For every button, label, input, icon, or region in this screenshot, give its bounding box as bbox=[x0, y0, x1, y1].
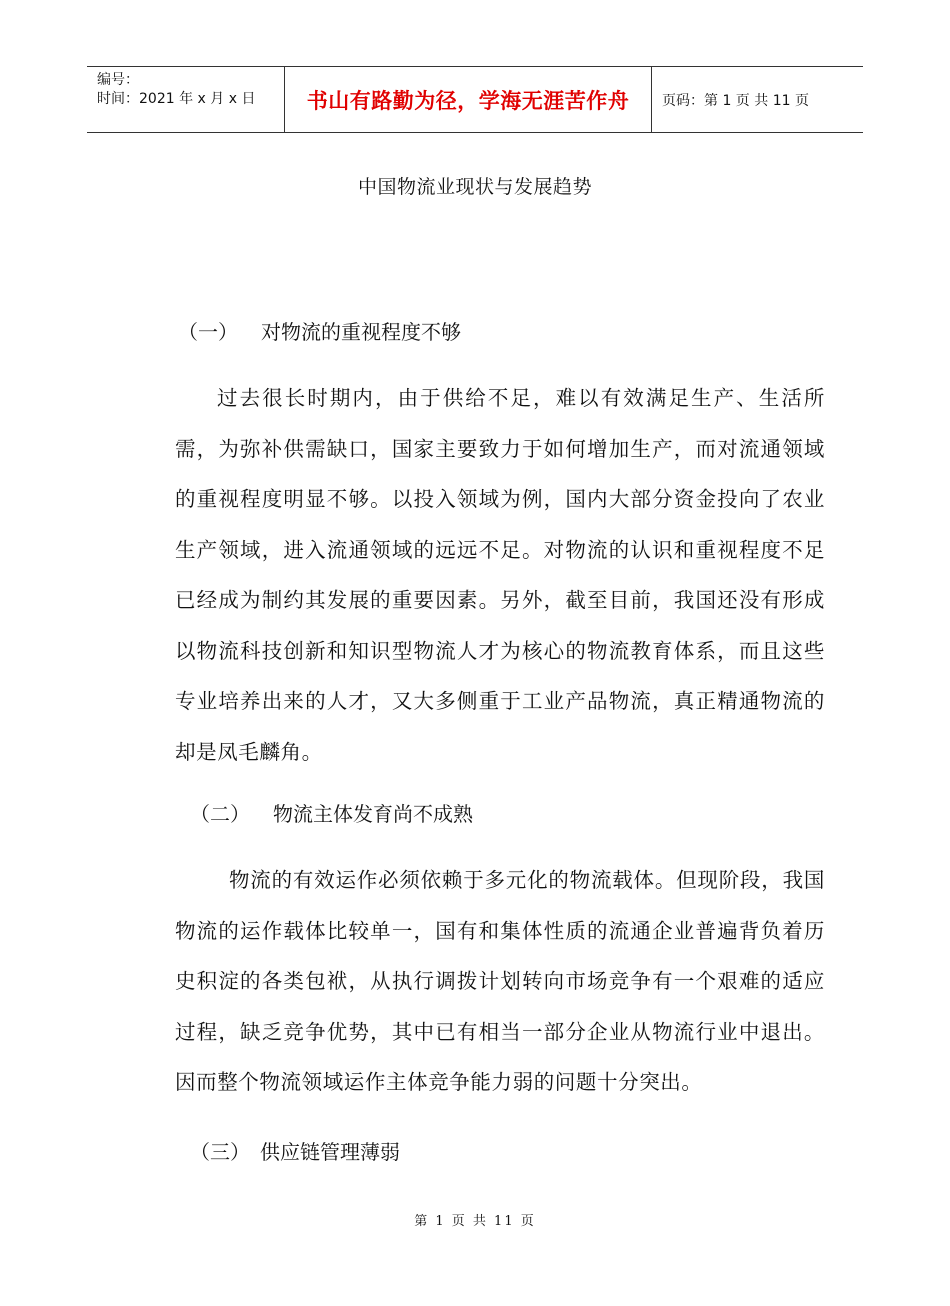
section-title: 供应链管理薄弱 bbox=[260, 1140, 400, 1164]
section-heading-2 bbox=[190, 798, 473, 827]
page-code: 页码：第 1 页 共 11 页 bbox=[662, 92, 809, 109]
section-heading-3 bbox=[190, 1136, 400, 1165]
document-title: 中国物流业现状与发展趋势 bbox=[357, 176, 592, 198]
section-number: （一） bbox=[178, 320, 238, 344]
section-number: （二） bbox=[190, 802, 250, 826]
header-page-code-cell bbox=[652, 67, 863, 132]
section-paragraph-1: 过去很长时期内，由于供给不足，难以有效满足生产、生活所需，为弥补供需缺口，国家主要致力于如何增加生产，而对流通领域的重视程度明显不够。以投入领域为例，国内大部分资金投向了农业生产领域，进入流通领域的远远不足。对物流的认识和重视程度不足已经成为制约其发展的重要因素。另外，截至目前，我国还没有形成以物流科技创新和知识型物流人才为核心的物流教育体系，而且这些专业培养出来的人才，又大多侧重于工业产品物流，真正精通物流的却是凤毛麟角。 bbox=[175, 386, 825, 764]
header-motto-cell bbox=[284, 67, 652, 132]
section-title: 对物流的重视程度不够 bbox=[261, 320, 461, 344]
page-footer: 第 1 页 共 11 页 bbox=[414, 1214, 536, 1229]
header-meta bbox=[87, 67, 284, 132]
document-header bbox=[87, 66, 863, 133]
section-number: （三） bbox=[190, 1140, 250, 1164]
section-title: 物流主体发育尚不成熟 bbox=[273, 802, 473, 826]
time-label: 时间：2021 年 x 月 x 日 bbox=[97, 91, 256, 107]
section-paragraph-2: 物流的有效运作必须依赖于多元化的物流载体。但现阶段，我国物流的运作载体比较单一，国有和集体性质的流通企业普遍背负着历史积淀的各类包袱，从执行调拨计划转向市场竞争有一个艰难的适应过程，缺乏竞争优势，其中已有相当一部分企业从物流行业中退出。因而整个物流领域运作主体竞争能力弱的问题十分突出。 bbox=[175, 868, 825, 1094]
number-label: 编号： bbox=[97, 72, 139, 88]
motto: 书山有路勤为径，学海无涯苦作舟 bbox=[306, 87, 630, 113]
section-heading-1 bbox=[178, 316, 461, 345]
